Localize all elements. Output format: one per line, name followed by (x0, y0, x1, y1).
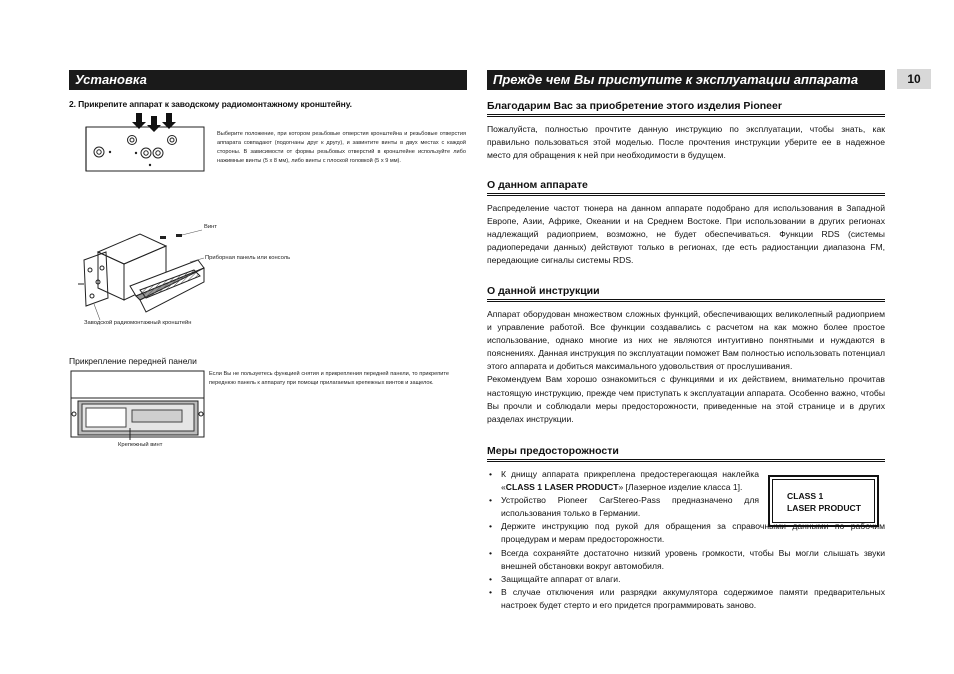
laser-line-1: CLASS 1 (787, 491, 824, 501)
list-item: • Устройство Pioneer CarStereo-Pass предназначено для использования только в Германии. (487, 494, 759, 520)
about-unit-section (487, 179, 885, 267)
about-manual-p1: Аппарат оборудован множеством сложных функций, обеспечивающих великолепный радиоприем и управление работой. Все функции создавались с расчетом на как можно более простое использование, однако многие из них не являются интуитивно понятными и нуждаются в пояснениях. Данная инструкция по эксплуатации поможет Вам полностью использовать потенциал этого аппарата и добиться максимального удовольствия от прослушивания. (487, 309, 885, 372)
installation-header: Установка (69, 70, 467, 90)
step-2-heading: 2. Прикрепите аппарат к заводскому радиомонтажному кронштейну. (69, 99, 352, 109)
thanks-section (487, 100, 885, 162)
step-2-note: Выберите положение, при котором резьбовые отверстия кронштейна и резьбовые отверстия аппарата совпадают (подогнаны друг к другу), и завинтите винты в двух местах с каждой стороны. В зависимости от формы резьбовых отверстий в кронштейне используйте либо нажимные винты (5 x 8 мм), либо винты с плоской головкой (5 x 9 мм). (217, 131, 466, 164)
class1-laser-label (768, 475, 879, 527)
thanks-text: Пожалуйста, полностью прочтите данную инструкцию по эксплуатации, чтобы знать, как правильно пользоваться этой моделью. После прочтения инструкции уберите ее в надежное место для обращения к ней при необходимости в будущем. (487, 124, 885, 161)
before-use-header: Прежде чем Вы приступите к эксплуатации аппарата (487, 70, 885, 90)
bracket-mounting-figure (70, 220, 210, 325)
precautions-title: Меры предосторожности (487, 445, 885, 462)
front-panel-figure (70, 370, 206, 440)
about-manual-section (487, 285, 885, 426)
list-item: • Всегда сохраняйте достаточно низкий уровень громкости, чтобы Вы могли слышать звуки внешней обстановки вокруг автомобиля. (487, 547, 885, 573)
fixing-screw-label: Крепежный винт (118, 442, 163, 448)
laser-line-2: LASER PRODUCT (787, 503, 862, 513)
page-number: 10 (897, 69, 931, 89)
about-manual-title: О данной инструкции (487, 285, 885, 302)
screw-label: Винт (204, 224, 217, 230)
front-panel-note: Если Вы не пользуетесь функцией снятия и прикрепления передней панели, то прикрепите переднюю панель к аппарату при помощи прилагаемых крепежных винтов и защелок. (209, 371, 449, 386)
about-manual-p2: Рекомендуем Вам хорошо ознакомиться с функциями и их действием, внимательно прочитав настоящую инструкцию, прежде чем приступать к эксплуатации аппарата. Особенно важно, чтобы Вы прочли и соблюдали меры предосторожности, приведенные на этой странице и в других разделах инструкции. (487, 374, 885, 424)
about-unit-text: Распределение частот тюнера на данном аппарате подобрано для использования в Западной Европе, Азии, Африке, Океании и на Среднем Востоке. При использовании в других регионах надлежащий радиоприем, возможно, не будет обеспечиваться. Функции RDS (системы радиопередачи данных) действуют только в регионах, где есть радиостанции диапазона FM, передающие сигналы системы RDS. (487, 203, 885, 266)
dashboard-label: Приборная панель или консоль (205, 255, 291, 261)
list-item: • Защищайте аппарат от влаги. (487, 573, 885, 586)
bracket-label: Заводской радиомонтажный кронштейн (84, 320, 192, 326)
list-item: • Держите инструкцию под рукой для обращения за справочными данными по рабочим процедурам и мерам предосторожности. (487, 520, 885, 546)
precautions-section (487, 445, 885, 612)
bracket-holes-figure (84, 113, 210, 178)
thanks-title: Благодарим Вас за приобретение этого изделия Pioneer (487, 100, 885, 117)
list-item: • К днищу аппарата прикреплена предостерегающая наклейка «CLASS 1 LASER PRODUCT» [Лазерное изделие класса 1]. (487, 468, 759, 494)
front-panel-title: Прикрепление передней панели (69, 356, 197, 366)
list-item: • В случае отключения или разрядки аккумулятора содержимое памяти предварительных настроек будет стерто и его придется программировать заново. (487, 586, 885, 612)
about-unit-title: О данном аппарате (487, 179, 885, 196)
